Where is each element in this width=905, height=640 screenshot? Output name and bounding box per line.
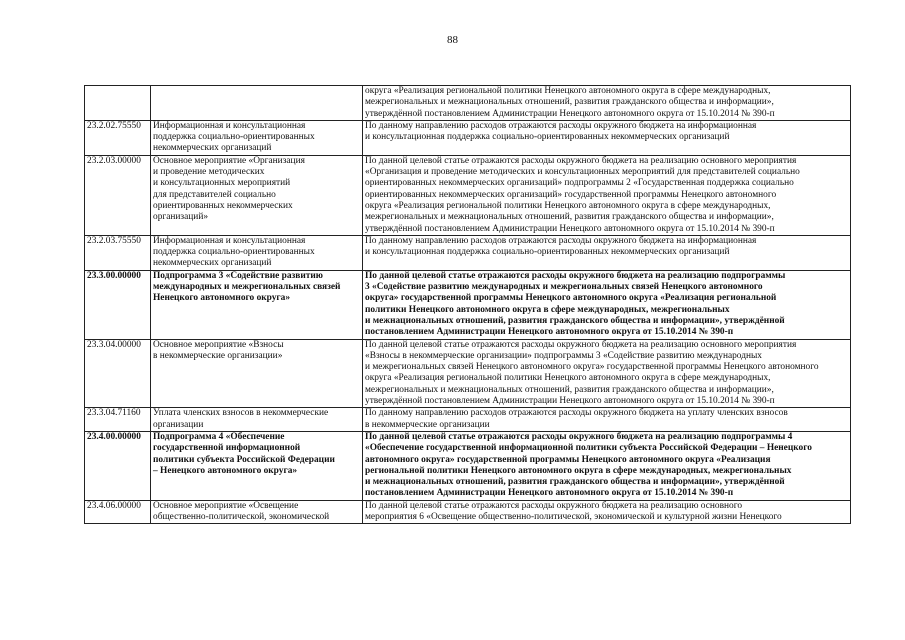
table-row [85, 120, 851, 155]
row-code: 23.3.04.00000 [85, 339, 151, 408]
description-line: По данной целевой статье отражаются расходы окружного бюджета на реализацию основного мероприятия [365, 155, 797, 166]
name-line: поддержка социально-ориентированных [153, 132, 315, 143]
row-description [363, 86, 851, 121]
name-line: Основное мероприятие «Освещение [153, 500, 299, 511]
description-line: и межнациональных отношений, развития гражданского общества и информации», утверждённой [365, 477, 785, 488]
description-line: По данному направлению расходов отражаются расходы окружного бюджета на информационная [365, 120, 757, 131]
description-line: политики Ненецкого автономного округа в сфере международных, межрегиональных [365, 304, 730, 315]
table-row [85, 235, 851, 270]
row-name [151, 235, 363, 270]
description-line: мероприятия 6 «Освещение общественно-политической, экономической и культурной жизни Ненецкого [365, 511, 782, 522]
row-description [363, 235, 851, 270]
row-name [151, 408, 363, 432]
description-line: межрегиональных и межнациональных отношений, развития гражданского общества и информации», [365, 384, 774, 395]
name-line: организаций» [153, 212, 209, 223]
name-line: международных и межрегиональных связей [153, 282, 341, 293]
description-line: «Обеспечение государственной информационной политики субъекта Российской Федерации – Ненецкого [365, 443, 812, 454]
description-line: региональной политики Ненецкого автономного округа в сфере международных, межрегиональных [365, 465, 792, 476]
description-line: По данной целевой статье отражаются расходы окружного бюджета на реализацию основного мероприятия [365, 339, 797, 350]
name-line: Информационная и консультационная [153, 235, 306, 246]
description-line: По данному направлению расходов отражаются расходы окружного бюджета на информационная [365, 235, 757, 246]
table-row [85, 86, 851, 121]
row-description [363, 408, 851, 432]
description-line: округа «Реализация региональной политики Ненецкого автономного округа в сфере международных, [365, 373, 771, 384]
row-description [363, 500, 851, 524]
name-line: и консультационных мероприятий [153, 178, 291, 189]
description-line: По данному направлению расходов отражаются расходы окружного бюджета на уплату членских взносов [365, 408, 788, 419]
name-line: для представителей социально [153, 189, 276, 200]
description-line: в некоммерческие организации [365, 419, 490, 430]
description-line: «Взносы в некоммерческие организации» подпрограммы 3 «Содействие развитию международных [365, 350, 762, 361]
row-description [363, 270, 851, 339]
row-name [151, 270, 363, 339]
table-row [85, 270, 851, 339]
name-line: ориентированных некоммерческих [153, 200, 293, 211]
row-code: 23.3.04.71160 [85, 408, 151, 432]
table-body [85, 86, 851, 524]
description-line: автономного округа» государственной программы Ненецкого автономного округа «Реализация [365, 454, 771, 465]
row-name [151, 500, 363, 524]
description-line: По данной целевой статье отражаются расходы окружного бюджета на реализацию основного [365, 500, 743, 511]
description-line: «Организация и проведение методических и консультационных мероприятий для представителей социально [365, 167, 800, 178]
description-line: постановлением Администрации Ненецкого автономного округа от 15.10.2014 № 390-п [365, 327, 734, 338]
name-line: – Ненецкого автономного округа» [153, 465, 298, 476]
description-line: и межрегиональных связей Ненецкого автономного округа» государственной программы Ненецкого автономного [365, 362, 819, 373]
row-name [151, 339, 363, 408]
description-line: По данной целевой статье отражаются расходы окружного бюджета на реализацию подпрограммы 4 [365, 431, 793, 442]
name-line: Подпрограмма 4 «Обеспечение [153, 431, 285, 442]
name-line: Информационная и консультационная [153, 120, 306, 131]
name-line: поддержка социально-ориентированных [153, 247, 315, 258]
page-number: 88 [447, 34, 458, 46]
table-row [85, 500, 851, 524]
description-line: и консультационная поддержка социально-ориентированных некоммерческих организаций [365, 132, 730, 143]
description-line: ориентированных некоммерческих организаций» государственной программы Ненецкого автономного [365, 189, 777, 200]
name-line: некоммерческих организаций [153, 258, 272, 269]
table-row [85, 339, 851, 408]
table-row [85, 155, 851, 235]
name-line: Основное мероприятие «Взносы [153, 339, 284, 350]
description-line: и межнациональных отношений, развития гражданского общества и информации», утверждённой [365, 315, 785, 326]
row-code: 23.2.03.00000 [85, 155, 151, 235]
description-line: ориентированных некоммерческих организаций» подпрограммы 2 «Государственная поддержка социально [365, 178, 794, 189]
description-line: округа «Реализация региональной политики Ненецкого автономного округа в сфере международных, [365, 200, 771, 211]
row-description [363, 339, 851, 408]
row-code: 23.3.00.00000 [85, 270, 151, 339]
row-description [363, 120, 851, 155]
description-line: и консультационная поддержка социально-ориентированных некоммерческих организаций [365, 247, 730, 258]
name-line: Основное мероприятие «Организация [153, 155, 305, 166]
description-line: утверждённой постановлением Администрации Ненецкого автономного округа от 15.10.2014 № 390-п [365, 396, 775, 407]
description-line: межрегиональных и межнациональных отношений, развития гражданского общества и информации», [365, 97, 774, 108]
table-row [85, 431, 851, 500]
name-line: некоммерческих организаций [153, 143, 272, 154]
name-line: Ненецкого автономного округа» [153, 293, 291, 304]
row-name [151, 86, 363, 121]
table-row [85, 408, 851, 432]
name-line: организации [153, 419, 204, 430]
description-line: утверждённой постановлением Администрации Ненецкого автономного округа от 15.10.2014 № 390-п [365, 108, 775, 119]
row-name [151, 431, 363, 500]
description-line: постановлением Администрации Ненецкого автономного округа от 15.10.2014 № 390-п [365, 488, 734, 499]
row-name [151, 155, 363, 235]
row-description [363, 155, 851, 235]
row-code: 23.4.00.00000 [85, 431, 151, 500]
row-code [85, 86, 151, 121]
name-line: общественно-политической, экономической [153, 511, 330, 522]
name-line: Подпрограмма 3 «Содействие развитию [153, 270, 323, 281]
row-description [363, 431, 851, 500]
description-line: По данной целевой статье отражаются расходы окружного бюджета на реализацию подпрограммы [365, 270, 786, 281]
row-code: 23.4.06.00000 [85, 500, 151, 524]
description-line: округа» государственной программы Ненецкого автономного округа «Реализация региональной [365, 293, 777, 304]
name-line: и проведение методических [153, 167, 265, 178]
description-line: 3 «Содействие развитию международных и межрегиональных связей Ненецкого автономного [365, 282, 763, 293]
name-line: в некоммерческие организации» [153, 350, 283, 361]
description-line: округа «Реализация региональной политики Ненецкого автономного округа в сфере международных, [365, 86, 771, 96]
row-name [151, 120, 363, 155]
row-code: 23.2.02.75550 [85, 120, 151, 155]
budget-classification-table [84, 85, 851, 524]
name-line: Уплата членских взносов в некоммерческие [153, 408, 329, 419]
description-line: межрегиональных и межнациональных отношений, развития гражданского общества и информации», [365, 212, 774, 223]
name-line: политики субъекта Российской Федерации [153, 454, 335, 465]
description-line: утверждённой постановлением Администрации Ненецкого автономного округа от 15.10.2014 № 390-п [365, 223, 775, 234]
name-line: государственной информационной [153, 443, 301, 454]
row-code: 23.2.03.75550 [85, 235, 151, 270]
